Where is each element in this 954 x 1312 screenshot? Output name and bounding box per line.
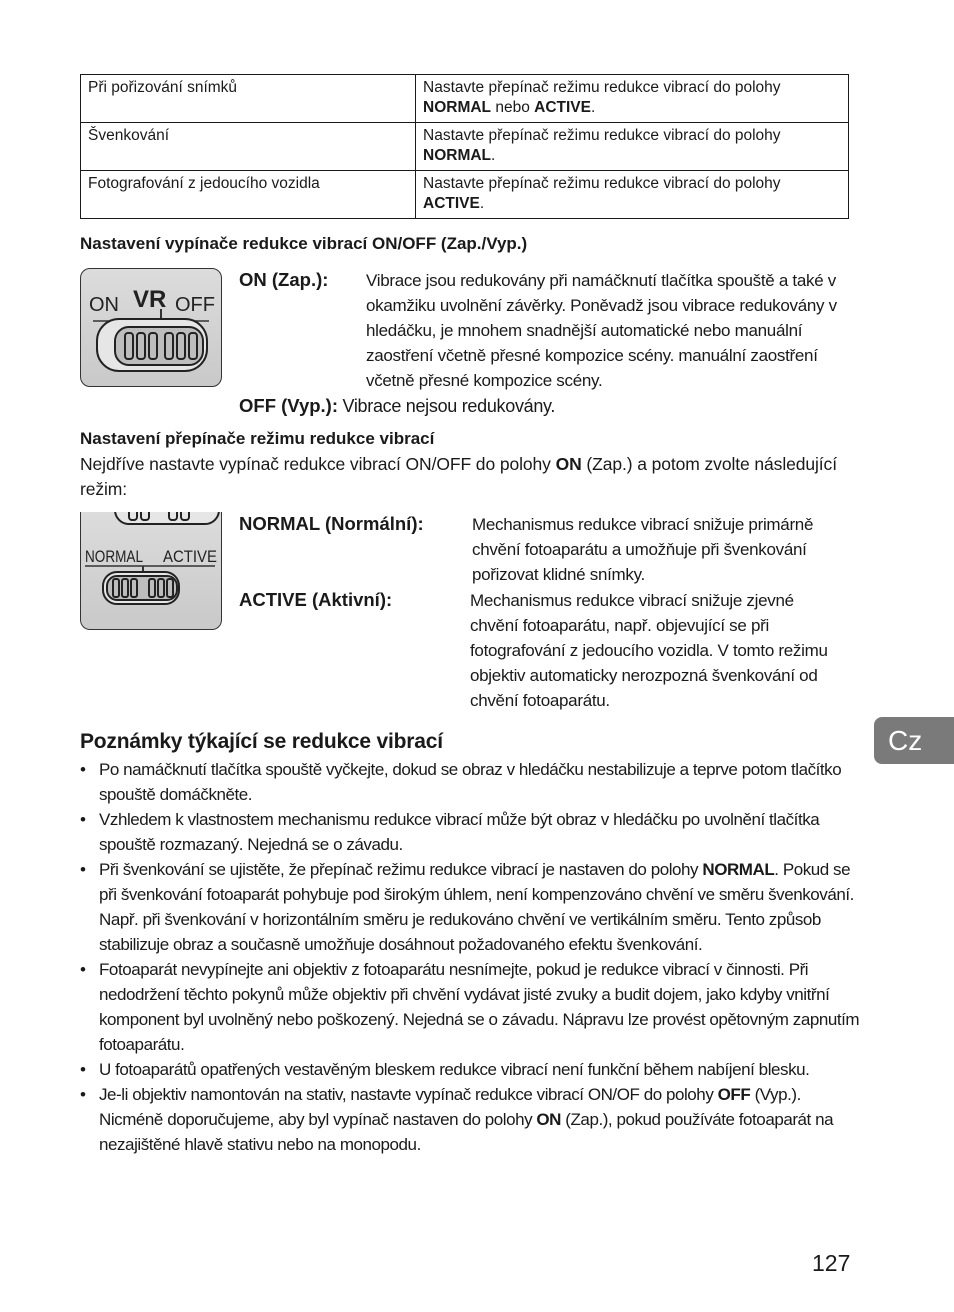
table-row — [81, 75, 849, 123]
bullet: • — [80, 960, 86, 979]
bullet: • — [80, 810, 86, 829]
table-cell-setting: Nastavte přepínač režimu redukce vibrací do polohy NORMAL nebo ACTIVE. — [416, 75, 849, 123]
table-cell-situation: Při pořizování snímků — [81, 75, 416, 123]
list-item: • Fotoaparát nevypínejte ani objektiv z fotoaparátu nesnímejte, pokud je redukce vibrací v činnosti. Při nedodržení těchto pokynů může objektiv při chvění vydávat jisté zvuky a budit dojem, jako kdyby vnitřní komponent byl uvolněný nebo poškozený. Nejedná se o závadu. Nápravu lze provést opětovným zapnutím fotoaparátu. — [80, 957, 860, 1057]
diagram-label-off: OFF — [175, 294, 215, 316]
normal-description: Mechanismus redukce vibrací snižuje primárně chvění fotoaparátu a umožňuje při švenkování pořizovat klidné snímky. — [472, 515, 814, 584]
active-term: ACTIVE (Aktivní): — [239, 589, 393, 610]
vr-switch-diagram — [80, 268, 222, 387]
bullet: • — [80, 1060, 86, 1079]
mode-switch-intro: Nejdříve nastavte vypínač redukce vibrací ON/OFF do polohy ON (Zap.) a potom zvolte následující režim: — [80, 454, 837, 499]
mode-switch-illustration — [81, 512, 221, 629]
diagram-label-normal: NORMAL — [85, 547, 143, 566]
table-cell-situation: Švenkování — [81, 123, 416, 171]
bullet: • — [80, 760, 86, 779]
list-item: • U fotoaparátů opatřených vestavěným bleskem redukce vibrací není funkční během nabíjení blesku. — [80, 1057, 860, 1082]
list-item: • Při švenkování se ujistěte, že přepínač režimu redukce vibrací je nastaven do polohy NORMAL. Pokud se při švenkování fotoaparát pohybuje pod širokým úhlem, není kompenzováno chvění ve směru švenkování. Např. při švenkování v horizontálním směru je redukováno chvění ve vertikálním směru. Tento způsob stabilizuje obraz a současně umožňuje dosáhnout požadovaného efektu švenkování. — [80, 857, 860, 957]
off-row — [239, 394, 555, 419]
list-item: • Vzhledem k vlastnostem mechanismu redukce vibrací může být obraz v hledáčku po uvolnění tlačítka spouště rozmazaný. Nejedná se o závadu. — [80, 807, 860, 857]
page-number: 127 — [812, 1250, 851, 1276]
normal-term: NORMAL (Normální): — [239, 513, 424, 534]
active-description: Mechanismus redukce vibrací snižuje zjevné chvění fotoaparátu, např. objevující se při fotografování z jedoucího vozidla. V tomto režimu objektiv automaticky nerozpozná švenkování od chvění fotoaparátu. — [470, 591, 828, 710]
table-cell-situation: Fotografování z jedoucího vozidla — [81, 171, 416, 219]
mode-settings-table — [80, 74, 849, 219]
table-cell-setting: Nastavte přepínač režimu redukce vibrací do polohy NORMAL. — [416, 123, 849, 171]
notes-title: Poznámky týkající se redukce vibrací — [80, 730, 443, 753]
table-row — [81, 171, 849, 219]
list-item: • Po namáčknutí tlačítka spouště vyčkejte, dokud se obraz v hledáčku nestabilizuje a teprve potom tlačítko spouště domáčkněte. — [80, 757, 860, 807]
language-tab: Cz — [874, 717, 954, 764]
notes-list — [80, 757, 860, 1157]
table-row — [81, 123, 849, 171]
bullet: • — [80, 1085, 86, 1104]
vr-switch-heading: Nastavení vypínače redukce vibrací ON/OFF (Zap./Vyp.) — [80, 234, 528, 253]
off-term: OFF (Vyp.): — [239, 395, 338, 416]
list-item: • Je-li objektiv namontován na stativ, nastavte vypínač redukce vibrací ON/OF do polohy OFF (Vyp.). Nicméně doporučujeme, aby byl vypínač nastaven do polohy ON (Zap.), pokud používáte fotoaparát na nezajištěné hlavě stativu nebo na monopodu. — [80, 1082, 860, 1157]
table-cell-setting: Nastavte přepínač režimu redukce vibrací do polohy ACTIVE. — [416, 171, 849, 219]
bullet: • — [80, 860, 86, 879]
diagram-label-on: ON — [89, 294, 119, 316]
mode-switch-diagram — [80, 512, 222, 630]
diagram-label-vr: VR — [133, 286, 167, 313]
vr-switch-illustration — [81, 269, 221, 386]
on-description: Vibrace jsou redukovány při namáčknutí tlačítka spouště a také v okamžiku uvolnění závěrky. Poněvadž jsou vibrace redukovány v hledáčku, je mnohem snadnější automatické nebo manuální zaostření včetně přesné kompozice scény. manuální zaostření včetně přesné kompozice scény. — [366, 271, 837, 390]
mode-switch-heading: Nastavení přepínače režimu redukce vibrací — [80, 429, 435, 448]
off-description: Vibrace nejsou redukovány. — [342, 396, 556, 416]
diagram-label-active: ACTIVE — [163, 547, 217, 566]
on-term: ON (Zap.): — [239, 269, 329, 290]
